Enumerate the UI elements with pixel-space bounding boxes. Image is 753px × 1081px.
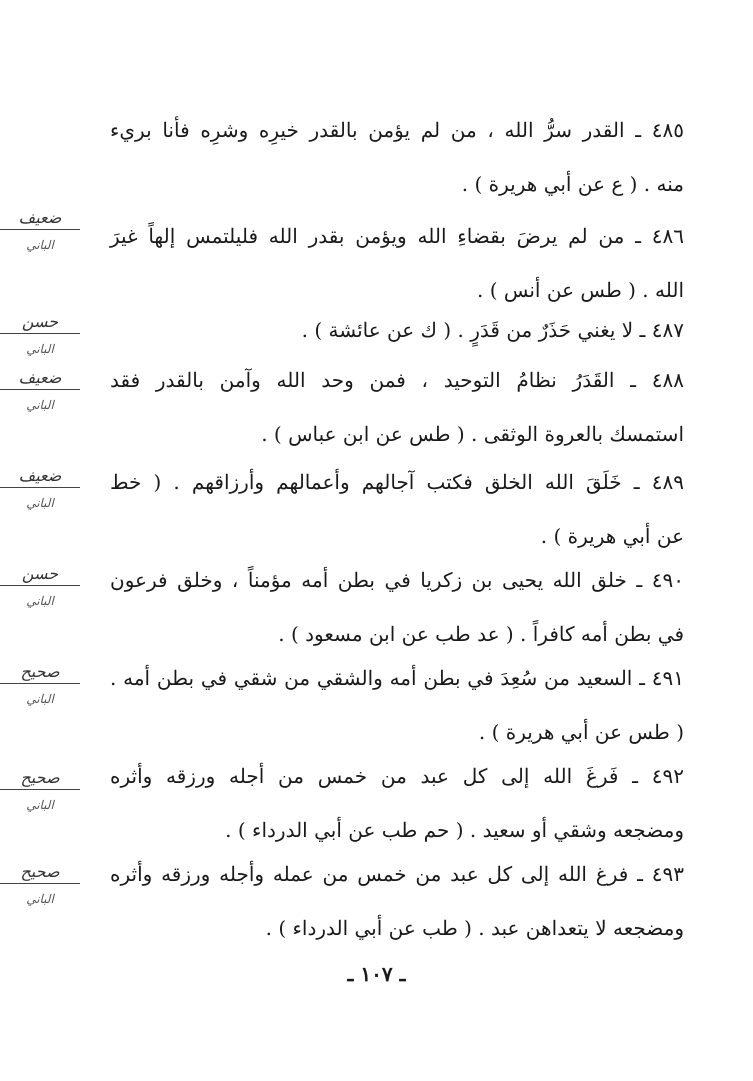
margin-note-490 xyxy=(0,564,80,608)
hadith-entry-493 xyxy=(110,860,684,942)
page-number: ـ ١٠٧ ـ xyxy=(347,962,406,986)
hadith-entry-487 xyxy=(110,316,684,344)
entry-line: ومضجعه وشقي أو سعيد . ( حم طب عن أبي الدرداء ) . xyxy=(225,818,684,842)
note-grade: صحيح xyxy=(0,662,80,684)
note-source: الباني xyxy=(26,342,54,356)
entry-line: ٤٨٨ ـ القَدَرُ نظامُ التوحيد ، فمن وحد الله وآمن بالقدر فقد xyxy=(110,368,684,392)
note-grade: حسن xyxy=(0,312,80,334)
note-source: الباني xyxy=(26,892,54,906)
entry-line: ( طس عن أبي هريرة ) . xyxy=(478,720,684,744)
note-grade: صحيح xyxy=(0,862,80,884)
entry-line: ومضجعه لا يتعداهن عبد . ( طب عن أبي الدرداء ) . xyxy=(265,916,684,940)
note-source: الباني xyxy=(26,692,54,706)
note-grade: ضعيف xyxy=(0,208,80,230)
note-source: الباني xyxy=(26,798,54,812)
entry-line: الله . ( طس عن أنس ) . xyxy=(476,278,684,302)
entry-line: ٤٩٣ ـ فرغ الله إلى كل عبد من خمس من عمله وأجله ورزقه وأثره xyxy=(110,862,684,886)
hadith-entry-486 xyxy=(110,222,684,304)
note-source: الباني xyxy=(26,496,54,510)
entry-line: ٤٨٦ ـ من لم يرضَ بقضاءِ الله ويؤمن بقدر الله فليلتمس إلهاً غيرَ xyxy=(110,224,684,248)
hadith-entry-491 xyxy=(110,664,684,746)
entry-line: عن أبي هريرة ) . xyxy=(540,524,684,548)
entry-line: ٤٩٠ ـ خلق الله يحيى بن زكريا في بطن أمه مؤمناً ، وخلق فرعون xyxy=(110,568,684,592)
margin-note-486 xyxy=(0,208,80,252)
entry-line: ٤٨٩ ـ خَلَقَ الله الخلق فكتب آجالهم وأعمالهم وأرزاقهم . ( خط xyxy=(110,470,684,494)
hadith-entry-490 xyxy=(110,566,684,648)
entry-line: ٤٨٥ ـ القدر سرُّ الله ، من لم يؤمن بالقدر خيرِه وشرِه فأنا بريء xyxy=(110,118,684,142)
margin-note-493 xyxy=(0,862,80,906)
hadith-entry-489 xyxy=(110,468,684,550)
margin-note-491 xyxy=(0,662,80,706)
note-grade: حسن xyxy=(0,564,80,586)
margin-note-489 xyxy=(0,466,80,510)
note-grade: ضعيف xyxy=(0,368,80,390)
margin-note-492 xyxy=(0,768,80,812)
entry-line: ٤٩٢ ـ فَرغَ الله إلى كل عبد من خمس من أجله ورزقه وأثره xyxy=(110,764,684,788)
note-source: الباني xyxy=(26,238,54,252)
margin-note-487 xyxy=(0,312,80,356)
hadith-entry-488 xyxy=(110,366,684,448)
note-grade: ضعيف xyxy=(0,466,80,488)
entry-line: استمسك بالعروة الوثقى . ( طس عن ابن عباس ) . xyxy=(261,422,684,446)
hadith-entry-485 xyxy=(110,116,684,198)
note-source: الباني xyxy=(26,398,54,412)
margin-note-488 xyxy=(0,368,80,412)
entry-line: ٤٨٧ ـ لا يغني حَذَرٌ من قَدَرٍ . ( ك عن عائشة ) . xyxy=(301,318,684,342)
entry-line: في بطن أمه كافراً . ( عد طب عن ابن مسعود ) . xyxy=(278,622,684,646)
note-grade: صحيح xyxy=(0,768,80,790)
entry-line: منه . ( ع عن أبي هريرة ) . xyxy=(461,172,684,196)
note-source: الباني xyxy=(26,594,54,608)
hadith-entry-492 xyxy=(110,762,684,844)
entry-line: ٤٩١ ـ السعيد من سُعِدَ في بطن أمه والشقي من شقي في بطن أمه . xyxy=(110,666,684,690)
